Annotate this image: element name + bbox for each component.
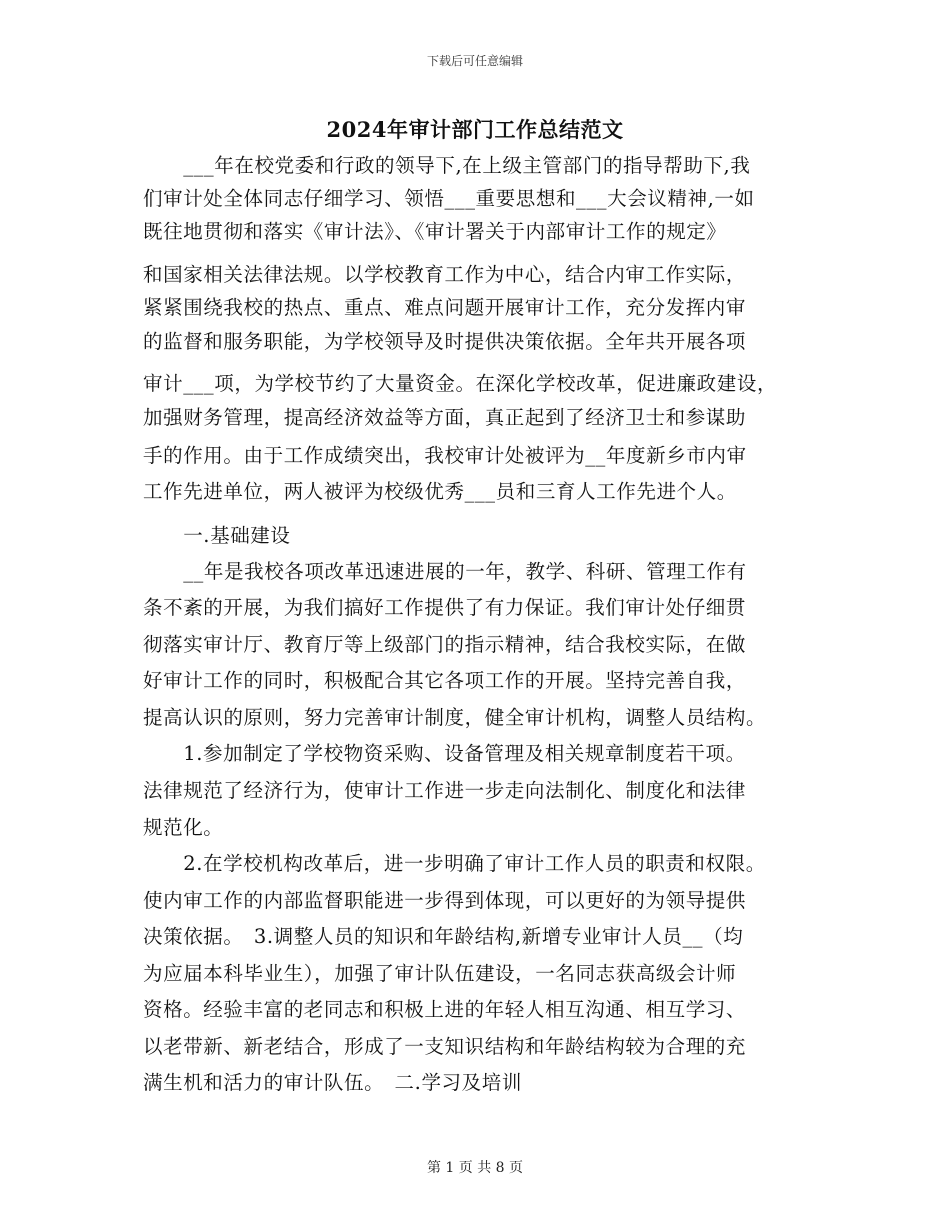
body-line: 既往地贯彻和落实《审计法》、《审计署关于内部审计工作的规定》 [143, 220, 727, 243]
body-line: 手的作用。由于工作成绩突出，我校审计处被评为__年度新乡市内审 [143, 444, 747, 467]
body-line: 的监督和服务职能，为学校领导及时提供决策依据。全年共开展各项 [143, 330, 747, 353]
body-line: 条不紊的开展，为我们搞好工作提供了有力保证。我们审计处仔细贯 [143, 596, 747, 619]
body-line: 资格。经验丰富的老同志和积极上进的年轻人相互沟通、相互学习、 [143, 998, 747, 1021]
body-line: __年是我校各项改革迅速进展的一年，教学、科研、管理工作有 [143, 560, 747, 583]
page-number-footer: 第 1 页 共 8 页 [426, 1160, 524, 1176]
body-line: 为应届本科毕业生），加强了审计队伍建设，一名同志获高级会计师 [143, 962, 737, 985]
body-line: 提高认识的原则，努力完善审计制度，健全审计机构，调整人员结构。 [143, 706, 767, 729]
body-line: 决策依据。 3.调整人员的知识和年龄结构,新增专业审计人员__（均 [143, 925, 744, 948]
body-line: 审计___项，为学校节约了大量资金。在深化学校改革，促进廉政建设， [143, 372, 778, 395]
body-line: 法律规范了经济行为，使审计工作进一步走向法制化、制度化和法律 [143, 779, 747, 802]
body-line: 以老带新、新老结合，形成了一支知识结构和年龄结构较为合理的充 [143, 1035, 747, 1058]
body-line: ___年在校党委和行政的领导下,在上级主管部门的指导帮助下,我 [143, 154, 751, 177]
page-header-note: 下载后可任意编辑 [426, 54, 523, 68]
body-line: 2.在学校机构改革后，进一步明确了审计工作人员的职责和权限。 [143, 852, 766, 875]
body-line: 紧紧围绕我校的热点、重点、难点问题开展审计工作，充分发挥内审 [143, 296, 747, 319]
body-line: 们审计处全体同志仔细学习、领悟___重要思想和___大会议精神,一如 [143, 187, 755, 210]
body-line: 使内审工作的内部监督职能进一步得到体现，可以更好的为领导提供 [143, 889, 747, 912]
body-line: 彻落实审计厅、教育厅等上级部门的指示精神，结合我校实际，在做 [143, 633, 747, 656]
body-line: 规范化。 [143, 816, 224, 839]
body-line: 1.参加制定了学校物资采购、设备管理及相关规章制度若干项。 [143, 742, 746, 765]
document-title: 2024年审计部门工作总结范文 [326, 117, 624, 142]
body-line: 和国家相关法律法规。以学校教育工作为中心，结合内审工作实际， [143, 263, 747, 286]
body-line: 工作先进单位，两人被评为校级优秀___员和三育人工作先进个人。 [143, 480, 737, 503]
body-line: 加强财务管理，提高经济效益等方面，真正起到了经济卫士和参谋助 [143, 406, 747, 429]
body-line: 好审计工作的同时，积极配合其它各项工作的开展。坚持完善自我， [143, 669, 747, 692]
body-line: 满生机和活力的审计队伍。 二.学习及培训 [143, 1071, 522, 1094]
section-heading: 一.基础建设 [143, 524, 291, 547]
